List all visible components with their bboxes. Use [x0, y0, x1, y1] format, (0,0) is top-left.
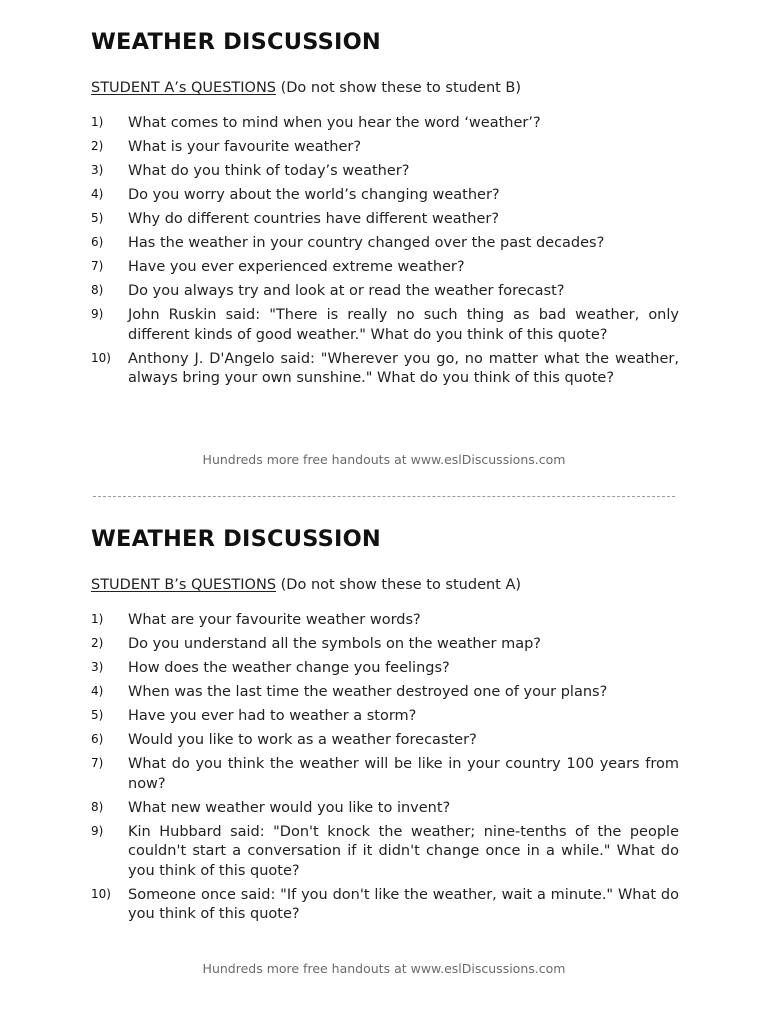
section-a-question-list: [91, 114, 679, 393]
question-number: 1): [91, 612, 104, 626]
question-text: What new weather would you like to invent?: [128, 799, 451, 816]
question-item: [91, 258, 679, 278]
question-item: [91, 755, 679, 794]
question-item: [91, 799, 679, 819]
question-item: [91, 186, 679, 206]
question-number: 4): [91, 684, 104, 698]
question-text: Kin Hubbard said: "Don't knock the weather; nine-tenths of the people couldn't start a conversation if it didn't change once in a while." What do you think of this quote?: [128, 823, 679, 879]
question-text: What do you think of today’s weather?: [128, 163, 410, 179]
question-item: [91, 210, 679, 230]
question-text: Would you like to work as a weather forecaster?: [128, 732, 477, 748]
question-text: Why do different countries have different weather?: [128, 211, 500, 227]
section-b-footer: Hundreds more free handouts at www.eslDiscussions.com: [202, 961, 566, 976]
section-b-subtitle-rest: (Do not show these to student A): [276, 577, 522, 593]
question-number: 2): [91, 636, 104, 650]
question-number: 6): [91, 732, 104, 746]
section-b-subtitle-underlined: STUDENT B’s QUESTIONS: [91, 577, 277, 593]
question-text: John Ruskin said: "There is really no such thing as bad weather, only different kinds of good weather." What do you think of this quote?: [128, 307, 679, 343]
question-number: 4): [91, 187, 104, 201]
question-text: Do you always try and look at or read the weather forecast?: [128, 283, 565, 299]
question-number: 10): [91, 886, 111, 901]
question-number: 7): [91, 259, 104, 273]
section-b-question-list: [91, 611, 679, 929]
question-item: [91, 138, 679, 158]
question-text: How does the weather change you feelings?: [128, 660, 450, 676]
question-item: [91, 234, 679, 254]
question-number: 6): [91, 235, 104, 249]
question-number: 9): [91, 307, 104, 321]
question-item: [91, 282, 679, 302]
question-number: 7): [91, 756, 104, 770]
question-item: [91, 350, 679, 389]
question-text: Has the weather in your country changed over the past decades?: [128, 235, 605, 251]
section-a-subtitle-rest: (Do not show these to student B): [276, 80, 522, 96]
question-text: What are your favourite weather words?: [128, 612, 421, 628]
question-text: When was the last time the weather destroyed one of your plans?: [128, 684, 608, 700]
question-item: [91, 635, 679, 655]
question-item: [91, 306, 679, 345]
question-number: 5): [91, 708, 104, 722]
question-number: 9): [91, 823, 104, 838]
question-item: [91, 659, 679, 679]
question-number: 3): [91, 163, 104, 177]
question-item: [91, 162, 679, 182]
cut-line-divider: [93, 496, 675, 497]
question-item: [91, 707, 679, 727]
question-item: [91, 731, 679, 751]
section-a-subtitle-underlined: STUDENT A’s QUESTIONS: [91, 80, 276, 96]
question-item: [91, 611, 679, 631]
question-number: 8): [91, 283, 104, 297]
section-a-title: WEATHER DISCUSSION: [91, 29, 381, 55]
section-b-title: WEATHER DISCUSSION: [91, 526, 381, 552]
question-number: 10): [91, 350, 111, 365]
question-item: [91, 683, 679, 703]
question-item: [91, 886, 679, 925]
question-text: Do you understand all the symbols on the weather map?: [128, 636, 541, 652]
question-text: What is your favourite weather?: [128, 139, 362, 155]
question-number: 5): [91, 211, 104, 225]
question-item: [91, 114, 679, 134]
question-number: 2): [91, 139, 104, 153]
question-text: What comes to mind when you hear the word ‘weather’?: [128, 115, 541, 131]
question-number: 8): [91, 799, 104, 814]
question-number: 3): [91, 660, 104, 674]
section-b-subtitle: [91, 577, 521, 593]
section-a-footer: Hundreds more free handouts at www.eslDiscussions.com: [202, 452, 566, 467]
question-text: Someone once said: "If you don't like the weather, wait a minute." What do you think of this quote?: [128, 886, 679, 922]
section-a-subtitle: [91, 80, 521, 96]
question-number: 1): [91, 115, 104, 129]
question-text: Do you worry about the world’s changing weather?: [128, 187, 500, 203]
question-text: Anthony J. D'Angelo said: "Wherever you go, no matter what the weather, always bring your own sunshine." What do you think of this quote?: [128, 350, 679, 386]
question-item: [91, 823, 679, 882]
question-text: Have you ever experienced extreme weather?: [128, 259, 465, 275]
question-text: Have you ever had to weather a storm?: [128, 708, 417, 724]
question-text: What do you think the weather will be like in your country 100 years from now?: [128, 756, 679, 792]
